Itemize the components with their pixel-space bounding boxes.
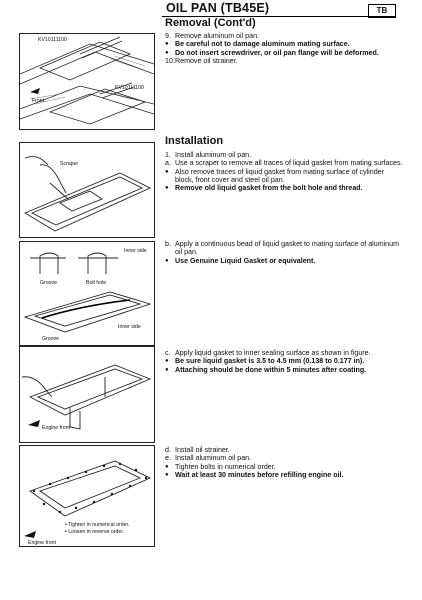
bolt-hole-label: Bolt hole [86, 280, 107, 286]
engine-front-label: Engine front [42, 425, 70, 431]
installation-steps-1 [165, 151, 403, 192]
step-marker: a. [165, 159, 171, 168]
step-marker: ● [165, 185, 169, 192]
installation-heading: Installation [165, 135, 224, 147]
step-text: Use a scraper to remove all traces of liquid gasket from mating surfaces. [175, 159, 403, 168]
step-marker: e. [165, 454, 171, 463]
removal-steps [165, 32, 403, 65]
step-text: Do not insert screwdriver, or oil pan flange will be deformed. [175, 48, 379, 57]
tool-label-bottom: KV10111100 [115, 85, 144, 91]
step-marker: ● [165, 358, 169, 365]
step-marker: ● [165, 366, 169, 373]
step-marker: ● [165, 41, 169, 48]
installation-steps-4 [165, 446, 403, 479]
step-marker: 10. [165, 56, 175, 65]
step-marker: 1. [165, 151, 171, 159]
figure-tightening-order [19, 445, 155, 547]
step-item [165, 184, 403, 192]
step-text: Install aluminum oil pan. [175, 454, 252, 463]
engine-front-label: Engine front [28, 540, 56, 546]
step-text: Attaching should be done within 5 minutes after coating. [175, 365, 367, 374]
loosen-note: • Loosen in reverse order. [65, 529, 125, 535]
step-marker: ● [165, 257, 169, 264]
step-text: Wait at least 30 minutes before refilling engine oil. [175, 470, 344, 479]
figure-scraper [19, 142, 155, 238]
figure-oil-pan-removal-tool [19, 33, 155, 130]
groove-label: Groove [40, 280, 58, 286]
step-text: Use Genuine Liquid Gasket or equivalent. [175, 256, 316, 265]
step-text: Install aluminum oil pan. [175, 151, 252, 159]
step-item [165, 446, 403, 454]
step-item [165, 40, 403, 48]
step-marker: d. [165, 446, 171, 454]
step-item [165, 366, 403, 374]
step-text: Also remove traces of liquid gasket from mating surface of cylinder block, front cover and steel oil pan. [175, 167, 384, 184]
step-item [165, 471, 403, 479]
tighten-note: • Tighten in numerical order. [65, 522, 130, 528]
step-item [165, 32, 403, 40]
step-item [165, 168, 403, 185]
inner-side-label-top: Inner side [124, 248, 147, 254]
page-title: OIL PAN (TB45E) [166, 1, 270, 15]
step-item [165, 463, 403, 471]
front-arrow-icon [30, 88, 40, 94]
step-text: Apply a continuous bead of liquid gasket to mating surface of aluminum oil pan. [175, 240, 399, 257]
figure-inner-sealing [19, 346, 155, 443]
step-item [165, 240, 403, 257]
step-item [165, 159, 403, 167]
step-text: Be sure liquid gasket is 3.5 to 4.5 mm (0.138 to 0.177 in). [175, 357, 365, 366]
step-marker: b. [165, 240, 171, 248]
section-tag: TB [368, 4, 396, 18]
step-marker: ● [165, 168, 169, 175]
step-item [165, 49, 403, 57]
engine-front-arrow-icon [28, 420, 40, 427]
step-text: Remove oil strainer. [175, 56, 238, 65]
tool-label-top: KV10111100 [38, 37, 67, 43]
step-text: Tighten bolts in numerical order. [175, 462, 276, 471]
groove-label-bottom: Groove [42, 336, 60, 342]
installation-steps-3 [165, 349, 403, 374]
step-text: Apply liquid gasket to inner sealing surface as shown in figure. [175, 349, 371, 357]
step-text: Be careful not to damage aluminum mating surface. [175, 40, 350, 49]
step-text: Remove aluminum oil pan. [175, 32, 259, 40]
step-item [165, 257, 403, 265]
step-item [165, 151, 403, 159]
page-header [162, 3, 396, 17]
step-marker: ● [165, 471, 169, 478]
removal-heading: Removal (Cont'd) [165, 17, 256, 29]
step-marker: c. [165, 349, 171, 357]
step-text: Remove old liquid gasket from the bolt hole and thread. [175, 184, 363, 193]
engine-front-arrow-icon [24, 531, 36, 538]
installation-steps-2 [165, 240, 403, 265]
step-item [165, 57, 403, 65]
step-marker: ● [165, 49, 169, 56]
scraper-label: Scraper [60, 161, 79, 167]
step-text: Install oil strainer. [175, 446, 230, 454]
step-marker: 9. [165, 32, 171, 40]
step-item [165, 357, 403, 365]
step-item [165, 454, 403, 462]
figure-liquid-gasket-bead [19, 241, 155, 346]
front-label: Front [32, 98, 45, 104]
step-item [165, 349, 403, 357]
inner-side-label: Inner side [118, 324, 141, 330]
step-marker: ● [165, 463, 169, 470]
